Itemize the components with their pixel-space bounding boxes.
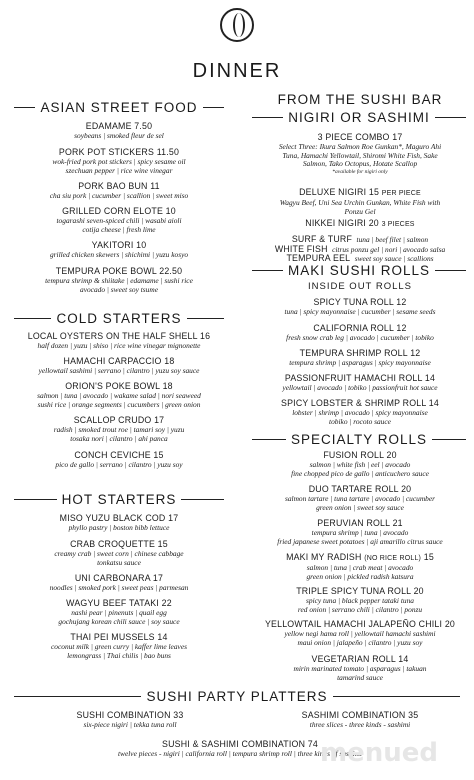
section-title: INSIDE OUT ROLLS — [308, 281, 412, 292]
menu-item — [12, 181, 227, 201]
menu-item — [40, 710, 220, 730]
menu-item — [248, 398, 473, 426]
item-description: salmon tartare | tuna tartare | avocado | cucumber — [284, 494, 436, 503]
item-title: SPICY TUNA ROLL 12 — [313, 297, 407, 307]
menu-item — [12, 240, 227, 260]
menu-item — [12, 147, 227, 175]
menu-item — [9, 331, 229, 351]
item-title: TEMPURA EEL — [286, 253, 351, 263]
item-description: Tuna, Hamachi Yellowtail, Shiromi White Fish, Sake — [282, 150, 438, 160]
item-title: WHITE FISH — [274, 243, 328, 254]
item-description: red onion | serrano chili | cilantro | ponzu — [297, 604, 423, 614]
item-description: salmon | tuna | crab meat | avocado — [306, 563, 414, 572]
divider — [14, 107, 35, 108]
divider — [14, 499, 57, 500]
item-description: lobster | shrimp | avocado | spicy mayonnaise — [292, 408, 428, 417]
divider — [203, 107, 224, 108]
menu-item — [12, 121, 227, 141]
item-description: yellowtail sashimi | serrano | cilantro | yuzu soy sauce — [38, 366, 200, 375]
item-title: TRIPLE SPICY TUNA ROLL 20 — [296, 586, 424, 596]
item-description: green onion | pickled radish katsura — [306, 571, 414, 581]
item-description: green onion | sweet soy sauce — [316, 502, 404, 512]
item-title: YELLOWTAIL HAMACHI JALAPEÑO CHILI 20 — [264, 619, 456, 629]
item-title: SCALLOP CRUDO 17 — [73, 415, 165, 425]
item-description: nashi pear | pinenuts | quail egg — [71, 608, 167, 617]
menu-item — [248, 518, 473, 546]
menu-item — [12, 206, 227, 234]
section-title: HOT STARTERS — [61, 492, 177, 507]
divider — [435, 270, 466, 271]
section-heading — [14, 311, 224, 326]
divider — [252, 270, 283, 271]
item-title: HAMACHI CARPACCIO 18 — [63, 356, 175, 366]
item-title: UNI CARBONARA 17 — [74, 573, 164, 583]
item-description: Salmon, Tako Octopus, Hotate Scallop — [302, 159, 418, 169]
item-description: cotija cheese | fresh lime — [82, 224, 156, 234]
item-title: GRILLED CORN ELOTE 10 — [62, 206, 176, 216]
item-description: coconut milk | green curry | kaffer lime leaves — [51, 642, 187, 651]
watermark: menued — [320, 738, 438, 768]
section-title: ASIAN STREET FOOD — [40, 100, 198, 115]
menu-item — [248, 297, 473, 317]
divider — [435, 117, 466, 118]
item-title: EDAMAME 7.50 — [85, 121, 153, 131]
section-title: NIGIRI OR SASHIMI — [288, 110, 430, 125]
item-title: SUSHI COMBINATION 33 — [76, 710, 184, 720]
item-title: 3 PIECE COMBO 17 — [317, 132, 403, 142]
menu-item — [9, 513, 229, 533]
item-qualifier: PER PIECE — [381, 190, 421, 197]
menu-item — [9, 539, 229, 567]
item-description: tonkatsu sauce — [97, 557, 141, 567]
item-title: SASHIMI COMBINATION 35 — [301, 710, 419, 720]
menu-item — [12, 266, 227, 294]
menu-item — [248, 619, 473, 647]
menu-item — [9, 415, 229, 443]
item-description: six-piece nigiri | tekka tuna roll — [83, 720, 177, 729]
divider — [432, 439, 466, 440]
item-price: 15 — [421, 552, 434, 562]
item-description: salmon | white fish | eel | avocado — [309, 460, 411, 469]
item-description: half dozen | yuzu | shiso | rice wine vinegar mignonette — [37, 341, 201, 350]
item-description: wok-fried pork pot stickers | spicy sesame oil — [52, 157, 186, 166]
menu-item — [9, 356, 229, 376]
divider — [187, 318, 224, 319]
item-description: phyllo pastry | boston bibb lettuce — [68, 523, 170, 532]
item-description: tuna | spicy mayonnaise | cucumber | sesame seeds — [284, 307, 436, 316]
section-title: MAKI SUSHI ROLLS — [287, 263, 431, 278]
item-title: CONCH CEVICHE 15 — [74, 450, 164, 460]
item-title: SURF & TURF — [291, 234, 353, 244]
menu-item — [248, 484, 473, 512]
item-title: MAKI MY RADISH — [286, 552, 362, 562]
divider — [252, 117, 283, 118]
item-title: THAI PEI MUSSELS 14 — [70, 632, 168, 642]
section-title: SPECIALTY ROLLS — [290, 432, 428, 447]
item-description: tempura shrimp | asparagus | spicy mayonnaise — [289, 358, 431, 367]
item-description: spicy tuna | black pepper tataki tuna — [306, 596, 414, 605]
item-title: WAGYU BEEF TATAKI 22 — [66, 598, 172, 608]
item-title: ORION'S POKE BOWL 18 — [65, 381, 173, 391]
item-title: MISO YUZU BLACK COD 17 — [59, 513, 179, 523]
item-description: yellowtail | avocado | tobiko | passionfruit hot sauce — [282, 383, 438, 392]
menu-item — [248, 586, 473, 614]
item-description: sweet soy sauce | scallions — [354, 254, 434, 263]
item-description: pico de gallo | serrano | cilantro | yuzu soy — [55, 460, 183, 469]
divider — [252, 439, 286, 440]
item-title: VEGETARIAN ROLL 14 — [311, 654, 409, 664]
section-heading — [252, 263, 466, 278]
item-description: citrus ponzu gel | nori | avocado salsa — [332, 244, 446, 254]
item-title: SUSHI & SASHIMI COMBINATION 74 — [162, 739, 318, 749]
item-description: tuna | beef filet | salmon — [356, 235, 429, 244]
item-description: fried japanese sweet potatoes | aji amarillo citrus sauce — [277, 536, 443, 546]
menu-item — [248, 323, 473, 343]
logo-icon — [220, 8, 254, 42]
item-title: LOCAL OYSTERS ON THE HALF SHELL 16 — [27, 331, 211, 341]
section-heading — [14, 100, 224, 115]
item-description: cha siu pork | cucumber | scallion | sweet miso — [49, 191, 189, 200]
item-title: YAKITORI 10 — [91, 240, 147, 250]
menu-item — [9, 573, 229, 593]
menu-item — [248, 132, 473, 175]
section-heading — [252, 432, 466, 447]
item-title: DELUXE NIGIRI 15 — [299, 187, 380, 197]
item-description: Wagyu Beef, Uni Sea Urchin Gunkan, White Fish with — [279, 198, 441, 207]
menu-item — [9, 632, 229, 660]
item-description: sushi rice | orange segments | cucumbers | green onion — [37, 399, 201, 409]
item-qualifier: 3 PIECES — [381, 221, 415, 228]
item-title: FUSION ROLL 20 — [323, 450, 397, 460]
divider — [14, 318, 51, 319]
menu-item — [9, 381, 229, 409]
item-note: *available for nigiri only — [332, 168, 388, 175]
item-description: togarashi seven-spiced chili | wasabi aioli — [56, 216, 182, 225]
item-description: grilled chicken skewers | shichimi | yuzu kosyo — [49, 250, 189, 259]
section-heading — [252, 110, 466, 125]
menu-item — [255, 710, 465, 730]
item-description: Ponzu Gel — [344, 206, 376, 216]
item-title: PORK BAO BUN 11 — [78, 181, 160, 191]
item-title: DUO TARTARE ROLL 20 — [308, 484, 412, 494]
section-title: FROM THE SUSHI BAR — [277, 92, 443, 107]
item-description: tempura shrimp & shiitake | edamame | sushi rice — [45, 276, 193, 285]
section-heading — [14, 492, 224, 507]
item-title: PASSIONFRUIT HAMACHI ROLL 14 — [284, 373, 436, 383]
divider — [333, 696, 460, 697]
page-title: DINNER — [192, 60, 282, 82]
menu-item — [9, 598, 229, 626]
item-description: maui onion | jalapeño | cilantro | yuzu soy — [297, 637, 423, 647]
item-title: PERUVIAN ROLL 21 — [317, 518, 403, 528]
item-description: creamy crab | sweet corn | chinese cabbage — [54, 549, 184, 558]
item-title: CALIFORNIA ROLL 12 — [313, 323, 407, 333]
item-title: TEMPURA POKE BOWL 22.50 — [55, 266, 183, 276]
item-description: lemongrass | Thai chilis | bao buns — [67, 650, 171, 660]
item-title: CRAB CROQUETTE 15 — [70, 539, 168, 549]
item-description: fine chopped pico de gallo | anticuchero sauce — [291, 468, 429, 478]
item-description: tobiko | rocoto sauce — [329, 416, 391, 426]
menu-item — [9, 450, 229, 470]
menu-item — [248, 450, 473, 478]
item-description: gochujang korean chili sauce | soy sauce — [58, 616, 180, 626]
menu-item — [248, 187, 473, 216]
item-qualifier: (NO RICE ROLL) — [364, 555, 422, 562]
item-description: tempura shrimp | tuna | avocado — [311, 528, 409, 537]
item-description: tamarind sauce — [337, 672, 383, 682]
item-description: noodles | smoked pork | sweet peas | parmesan — [49, 583, 189, 592]
section-title: COLD STARTERS — [56, 311, 182, 326]
divider — [181, 499, 224, 500]
menu-item — [248, 348, 473, 368]
menu-item — [248, 373, 473, 393]
item-title: TEMPURA SHRIMP ROLL 12 — [299, 348, 421, 358]
item-title: SPICY LOBSTER & SHRIMP ROLL 14 — [281, 398, 439, 408]
section-heading — [14, 689, 460, 704]
item-title: PORK POT STICKERS 11.50 — [58, 147, 180, 157]
item-description: szechuan pepper | rice wine vinegar — [65, 165, 173, 175]
divider — [14, 696, 141, 697]
item-description: avocado | sweet soy tsume — [80, 284, 158, 294]
item-description: soybeans | smoked fleur de sel — [74, 131, 164, 140]
menu-item — [248, 552, 473, 581]
item-description: fresh snow crab leg | avocado | cucumber | tobiko — [286, 333, 434, 342]
item-description: three slices - three kinds - sashimi — [309, 720, 411, 729]
item-description: radish | smoked trout roe | tamari soy | yuzu — [53, 425, 185, 434]
menu-item — [248, 654, 473, 682]
section-title: SUSHI PARTY PLATTERS — [146, 689, 328, 704]
item-description: yellow negi hama roll | yellowtail hamachi sashimi — [284, 629, 436, 638]
item-description: Select Three: Ikura Salmon Roe Gunkan*, Maguro Ahi — [278, 142, 442, 151]
item-title: NIKKEI NIGIRI 20 — [305, 218, 379, 228]
item-description: mirin marinated tomato | asparagus | takuan — [293, 664, 427, 673]
item-description: salmon | tuna | avocado | wakame salad | nori seaweed — [37, 391, 201, 400]
item-description: tosaka nori | cilantro | ahi panca — [70, 433, 168, 443]
item-description: twelve pieces - nigiri | california roll | tempura shrimp roll | three kinds of sashimi — [117, 749, 362, 758]
